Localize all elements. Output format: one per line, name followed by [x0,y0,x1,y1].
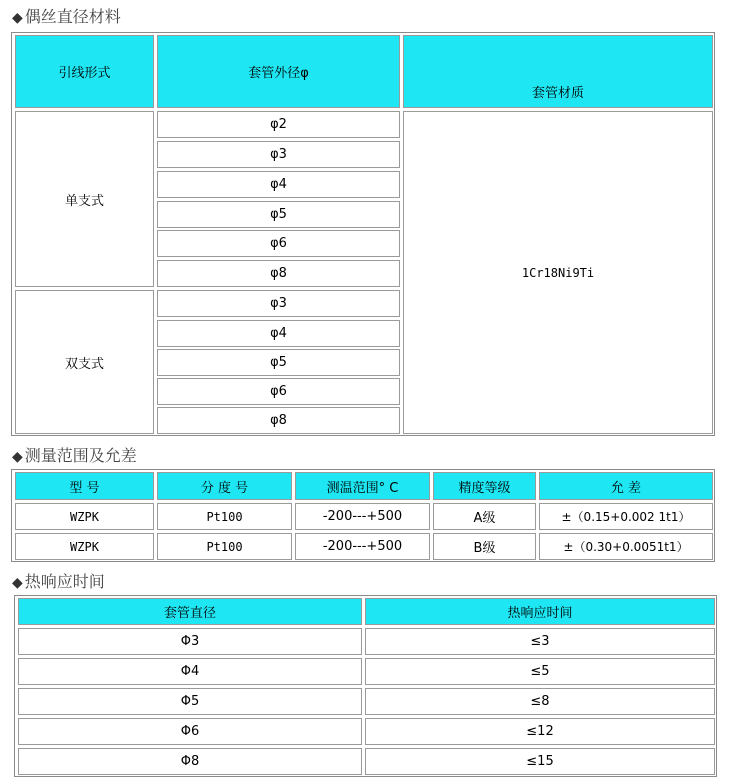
diameter-cell: φ8 [157,407,400,434]
model-cell: WZPK [15,503,154,530]
diameter-cell: φ5 [157,349,400,376]
sheath-dia-cell: Φ8 [18,748,362,775]
diameter-cell: φ5 [157,201,400,228]
sheath-dia-cell: Φ4 [18,658,362,685]
header-temp-range: 测温范围° C [295,472,430,500]
header-response-time: 热响应时间 [365,598,715,625]
diameter-cell: φ2 [157,111,400,138]
materials-table [11,32,715,436]
temp-range-cell: -200---+500 [295,503,430,530]
section-title-response [12,569,105,592]
section-title-text: 偶丝直径材料 [24,7,121,26]
tolerance-cell: ±（0.30+0.0051t1） [539,533,713,560]
lead-type-single: 单支式 [15,111,154,287]
diamond-bullet-icon: ◆ [12,575,23,591]
header-tolerance: 允 差 [539,472,713,500]
response-time-cell: ≤5 [365,658,715,685]
diameter-cell: φ6 [157,378,400,405]
header-lead-type: 引线形式 [15,35,154,108]
header-sheath-diameter: 套管外径φ [157,35,400,108]
response-time-cell: ≤3 [365,628,715,655]
header-sheath-material: 套管材质 [403,35,713,108]
diamond-bullet-icon: ◆ [12,449,23,465]
graduation-cell: Pt100 [157,533,292,560]
accuracy-cell: B级 [433,533,536,560]
temp-range-cell: -200---+500 [295,533,430,560]
lead-type-double: 双支式 [15,290,154,434]
header-sheath-dia: 套管直径 [18,598,362,625]
response-table [14,595,717,777]
diameter-cell: φ6 [157,230,400,257]
tolerance-cell: ±（0.15+0.002 1t1） [539,503,713,530]
section-title-text: 热响应时间 [24,572,105,591]
sheath-dia-cell: Φ6 [18,718,362,745]
diameter-cell: φ3 [157,290,400,317]
diamond-bullet-icon: ◆ [12,10,23,26]
sheath-dia-cell: Φ5 [18,688,362,715]
response-time-cell: ≤12 [365,718,715,745]
diameter-cell: φ8 [157,260,400,287]
diameter-cell: φ4 [157,320,400,347]
response-time-cell: ≤15 [365,748,715,775]
diameter-cell: φ4 [157,171,400,198]
material-value: 1Cr18Ni9Ti [403,111,713,434]
graduation-cell: Pt100 [157,503,292,530]
response-time-cell: ≤8 [365,688,715,715]
header-model: 型 号 [15,472,154,500]
diameter-cell: φ3 [157,141,400,168]
section-title-range [12,443,137,466]
header-graduation: 分 度 号 [157,472,292,500]
model-cell: WZPK [15,533,154,560]
section-title-materials [12,4,121,27]
accuracy-cell: A级 [433,503,536,530]
header-accuracy: 精度等级 [433,472,536,500]
range-table [11,469,715,562]
section-title-text: 测量范围及允差 [24,446,137,465]
sheath-dia-cell: Φ3 [18,628,362,655]
